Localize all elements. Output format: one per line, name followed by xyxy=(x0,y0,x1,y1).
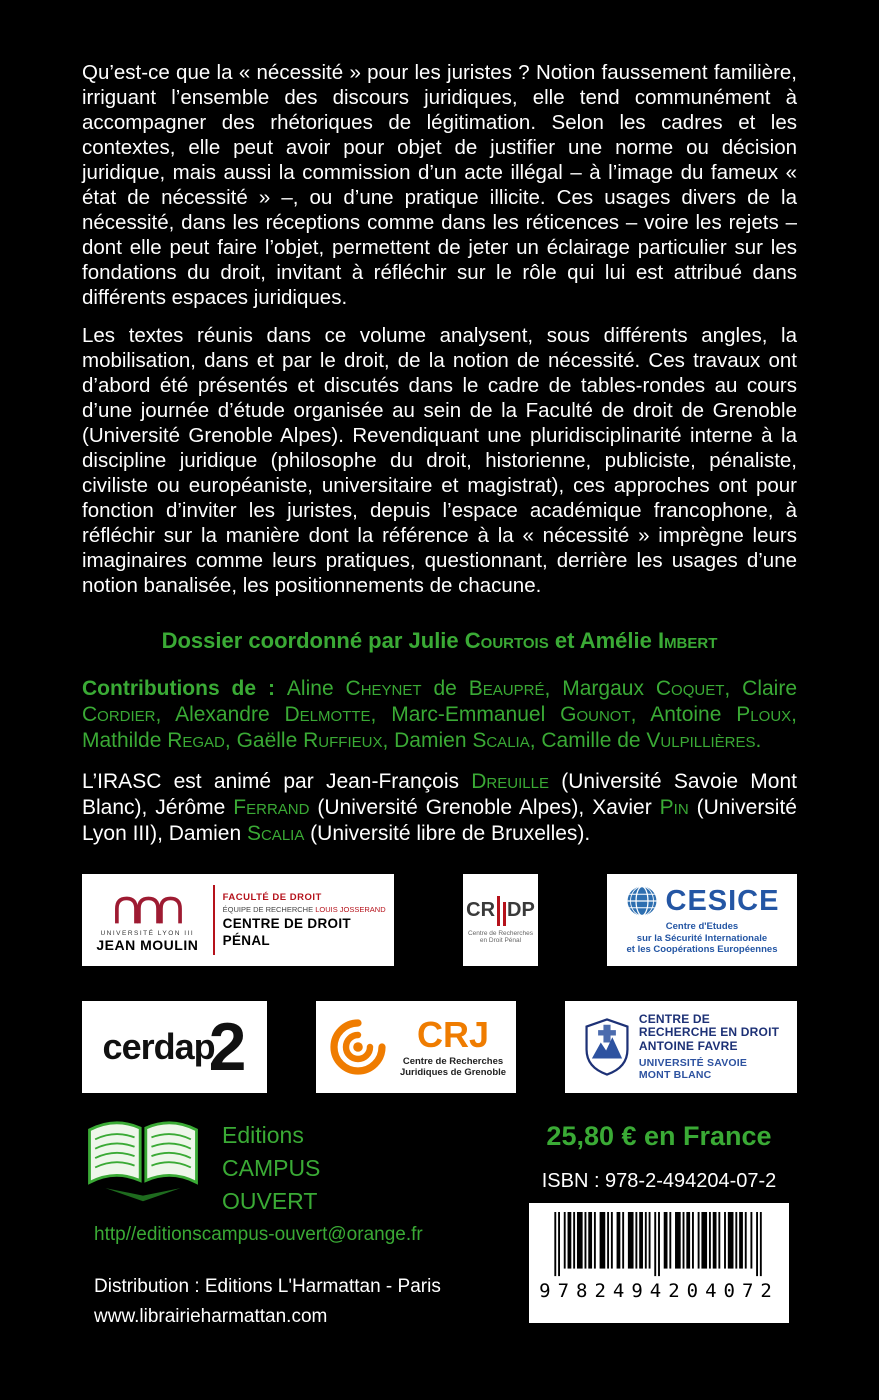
publisher-identity xyxy=(82,1113,521,1218)
crdp-bar-2 xyxy=(503,902,506,926)
contributions-paragraph xyxy=(82,676,797,754)
text-segment: L’IRASC est animé par Jean-François xyxy=(82,770,472,793)
logo-row-2 xyxy=(82,1001,797,1093)
publisher-name-line-3: OUVERT xyxy=(222,1188,318,1214)
cerdap-2-label: 2 xyxy=(208,1009,247,1085)
cesice-name-label: CESICE xyxy=(665,884,780,917)
jm-text-block xyxy=(223,892,386,948)
text-segment: , Antoine xyxy=(630,703,737,726)
text-segment: , Damien xyxy=(382,729,473,752)
text-segment: (Université Grenoble Alpes), Xavier xyxy=(309,796,660,819)
crdp-right-label: DP xyxy=(507,899,535,921)
publisher-name xyxy=(222,1113,320,1218)
text-segment: , Claire xyxy=(724,677,797,700)
logo-cesice xyxy=(607,874,797,966)
jm-team-a: ÉQUIPE DE RECHERCHE xyxy=(222,905,316,914)
logo-crdp xyxy=(463,874,538,966)
barcode-number: 9782494204072 xyxy=(539,1280,779,1302)
text-segment: Ferrand xyxy=(233,796,310,819)
favre-line-2: RECHERCHE EN DROIT xyxy=(638,1025,780,1040)
text-segment: Regad xyxy=(167,729,225,752)
publisher-name-line-1: Editions xyxy=(222,1122,304,1148)
text-segment: (Université Lyon III), Damien xyxy=(82,796,797,845)
isbn-label: ISBN : 978-2-494204-07-2 xyxy=(541,1170,777,1192)
cesice-caption xyxy=(627,921,778,956)
jm-faculty-label: FACULTÉ DE DROIT xyxy=(222,892,322,903)
jm-team-label xyxy=(223,905,386,914)
crj-name-label: CRJ xyxy=(416,1013,489,1055)
favre-line-1: CENTRE DE xyxy=(638,1011,710,1026)
text-segment: et Amélie xyxy=(548,628,658,653)
cerdap-name-label: cerdap xyxy=(102,1026,215,1067)
text-segment: Scalia xyxy=(246,822,305,845)
text-segment: (Université libre de Bruxelles). xyxy=(304,822,591,845)
favre-line-5: MONT BLANC xyxy=(638,1069,712,1082)
logo-antoine-favre xyxy=(565,1001,797,1093)
favre-text-block xyxy=(639,1013,779,1082)
logo-universite-jean-moulin xyxy=(82,874,394,966)
barcode-bars xyxy=(545,1212,773,1278)
jean-moulin-mark xyxy=(90,888,205,953)
logo-crj xyxy=(316,1001,516,1093)
jean-moulin-arches-icon xyxy=(111,888,183,928)
favre-shield-icon xyxy=(583,1016,631,1078)
globe-icon xyxy=(625,884,659,918)
text-segment: , Marc-Emmanuel xyxy=(370,703,561,726)
text-segment: Ruffieux xyxy=(303,729,383,752)
text-segment: Pin xyxy=(659,796,689,819)
text-segment: . xyxy=(755,729,762,752)
jm-centre-label-1: CENTRE DE DROIT xyxy=(222,916,351,931)
crj-caption-2: Juridiques de Grenoble xyxy=(399,1066,507,1078)
jm-name-label: JEAN MOULIN xyxy=(96,936,199,953)
crj-spiral-icon xyxy=(326,1015,390,1079)
logo-row-1 xyxy=(82,874,797,966)
text-segment: Aline xyxy=(286,677,346,700)
text-segment: , Gaëlle xyxy=(224,729,304,752)
jm-team-b: LOUIS JOSSERAND xyxy=(315,905,386,914)
bottom-block xyxy=(82,1107,797,1328)
irasc-paragraph xyxy=(82,769,797,847)
text-segment: Delmotte xyxy=(284,703,371,726)
synopsis-paragraph-1: Qu’est-ce que la « nécessité » pour les juristes ? Notion faussement familière, irriguant l’ensemble des discours juridiques, elle tend communément à accompagner des rhétoriques de légitimation. Selon les cadres et les contextes, elle peut avoir pour objet de justifier une norme ou décision juridique, mais aussi la commission d’un acte illégal – à l’image du fameux « état de nécessité » –, ou d’une pratique illicite. Ces usages divers de la nécessité, dans les réceptions comme dans les réticences – voire les rejets – dont elle peut faire l’objet, permettent de jeter un éclairage particulier sur les fondations du droit, invitant à réfléchir sur le rôle qui lui est attribué dans différents espaces juridiques. xyxy=(82,61,797,309)
text-segment: Ploux xyxy=(736,703,792,726)
cesice-caption-2: sur la Sécurité Internationale xyxy=(636,932,768,944)
text-segment: , Margaux xyxy=(544,677,656,700)
favre-line-3: ANTOINE FAVRE xyxy=(638,1038,738,1053)
crj-text-block xyxy=(399,1013,507,1078)
cesice-header xyxy=(625,884,780,918)
crdp-left-label: CR xyxy=(466,899,496,921)
text-segment: Beaupré xyxy=(468,677,545,700)
text-segment: Vulpillières xyxy=(646,729,756,752)
jm-centre-label-2: PÉNAL xyxy=(222,933,270,948)
price-label: 25,80 € en France xyxy=(546,1121,772,1151)
publisher-email: http//editionscampus-ouvert@orange.fr xyxy=(94,1224,423,1245)
text-segment: , Camille de xyxy=(529,729,647,752)
publisher-block xyxy=(82,1107,521,1328)
text-segment: (Université Savoie Mont Blanc), Jérôme xyxy=(82,770,797,819)
cesice-caption-3: et les Coopérations Européennes xyxy=(626,944,778,956)
text-segment: de xyxy=(421,677,469,700)
text-segment: Dreuille xyxy=(471,770,549,793)
publisher-name-line-2: CAMPUS xyxy=(222,1155,321,1181)
logo-cerdap2 xyxy=(82,1001,267,1093)
jm-divider xyxy=(213,885,215,955)
text-segment: Coquet xyxy=(655,677,725,700)
text-segment: Imbert xyxy=(657,628,718,653)
favre-line-4: UNIVERSITÉ SAVOIE xyxy=(638,1057,748,1070)
barcode xyxy=(529,1203,789,1323)
text-segment: Cheynet xyxy=(345,677,422,700)
jm-university-label: UNIVERSITÉ LYON III xyxy=(100,929,195,937)
text-segment: , Mathilde xyxy=(82,703,797,752)
coordination-line xyxy=(82,628,797,654)
crj-caption-1: Centre de Recherches xyxy=(402,1055,504,1067)
text-segment: Gounot xyxy=(560,703,631,726)
text-segment: Scalia xyxy=(472,729,530,752)
text-segment: Cordier xyxy=(82,703,156,726)
cesice-caption-1: Centre d'Etudes xyxy=(665,921,739,933)
synopsis-block xyxy=(82,60,797,598)
text-segment: , Alexandre xyxy=(155,703,285,726)
open-book-icon xyxy=(82,1113,204,1205)
distributor-website: www.librairieharmattan.com xyxy=(94,1306,328,1327)
distribution-line: Distribution : Editions L'Harmattan - Paris xyxy=(94,1276,441,1297)
crj-caption xyxy=(400,1056,506,1078)
text-segment: Contributions de : xyxy=(82,677,287,700)
text-segment: Dossier coordonné par Julie xyxy=(161,628,465,653)
pricing-block xyxy=(521,1107,797,1328)
text-segment: Courtois xyxy=(464,628,549,653)
crdp-caption: Centre de Recherches en Droit Pénal xyxy=(467,929,534,944)
synopsis-paragraph-2: Les textes réunis dans ce volume analysent, sous différents angles, la mobilisation, dans et par le droit, de la notion de nécessité. Ces travaux ont d’abord été présentés et discutés dans le cadre de tables-rondes au cours d’une journée d’étude organisée au sein de la Faculté de droit de Grenoble (Université Grenoble Alpes). Revendiquant une pluridisciplinarité interne à la discipline juridique (philosophe du droit, historienne, publiciste, pénaliste, civiliste ou européaniste, universitaire et magistrat), ces approches ont pour fonction d’inviter les juristes, depuis l’espace académique francophone, à réfléchir sur la manière dont la référence à la « nécessité » imprègne leurs imaginaires comme leurs pratiques, questionnant, derrière les usages d’une notion banalisée, les positionnements de chacune. xyxy=(82,324,797,597)
crdp-mark xyxy=(466,896,535,926)
crdp-bar-1 xyxy=(497,896,500,926)
